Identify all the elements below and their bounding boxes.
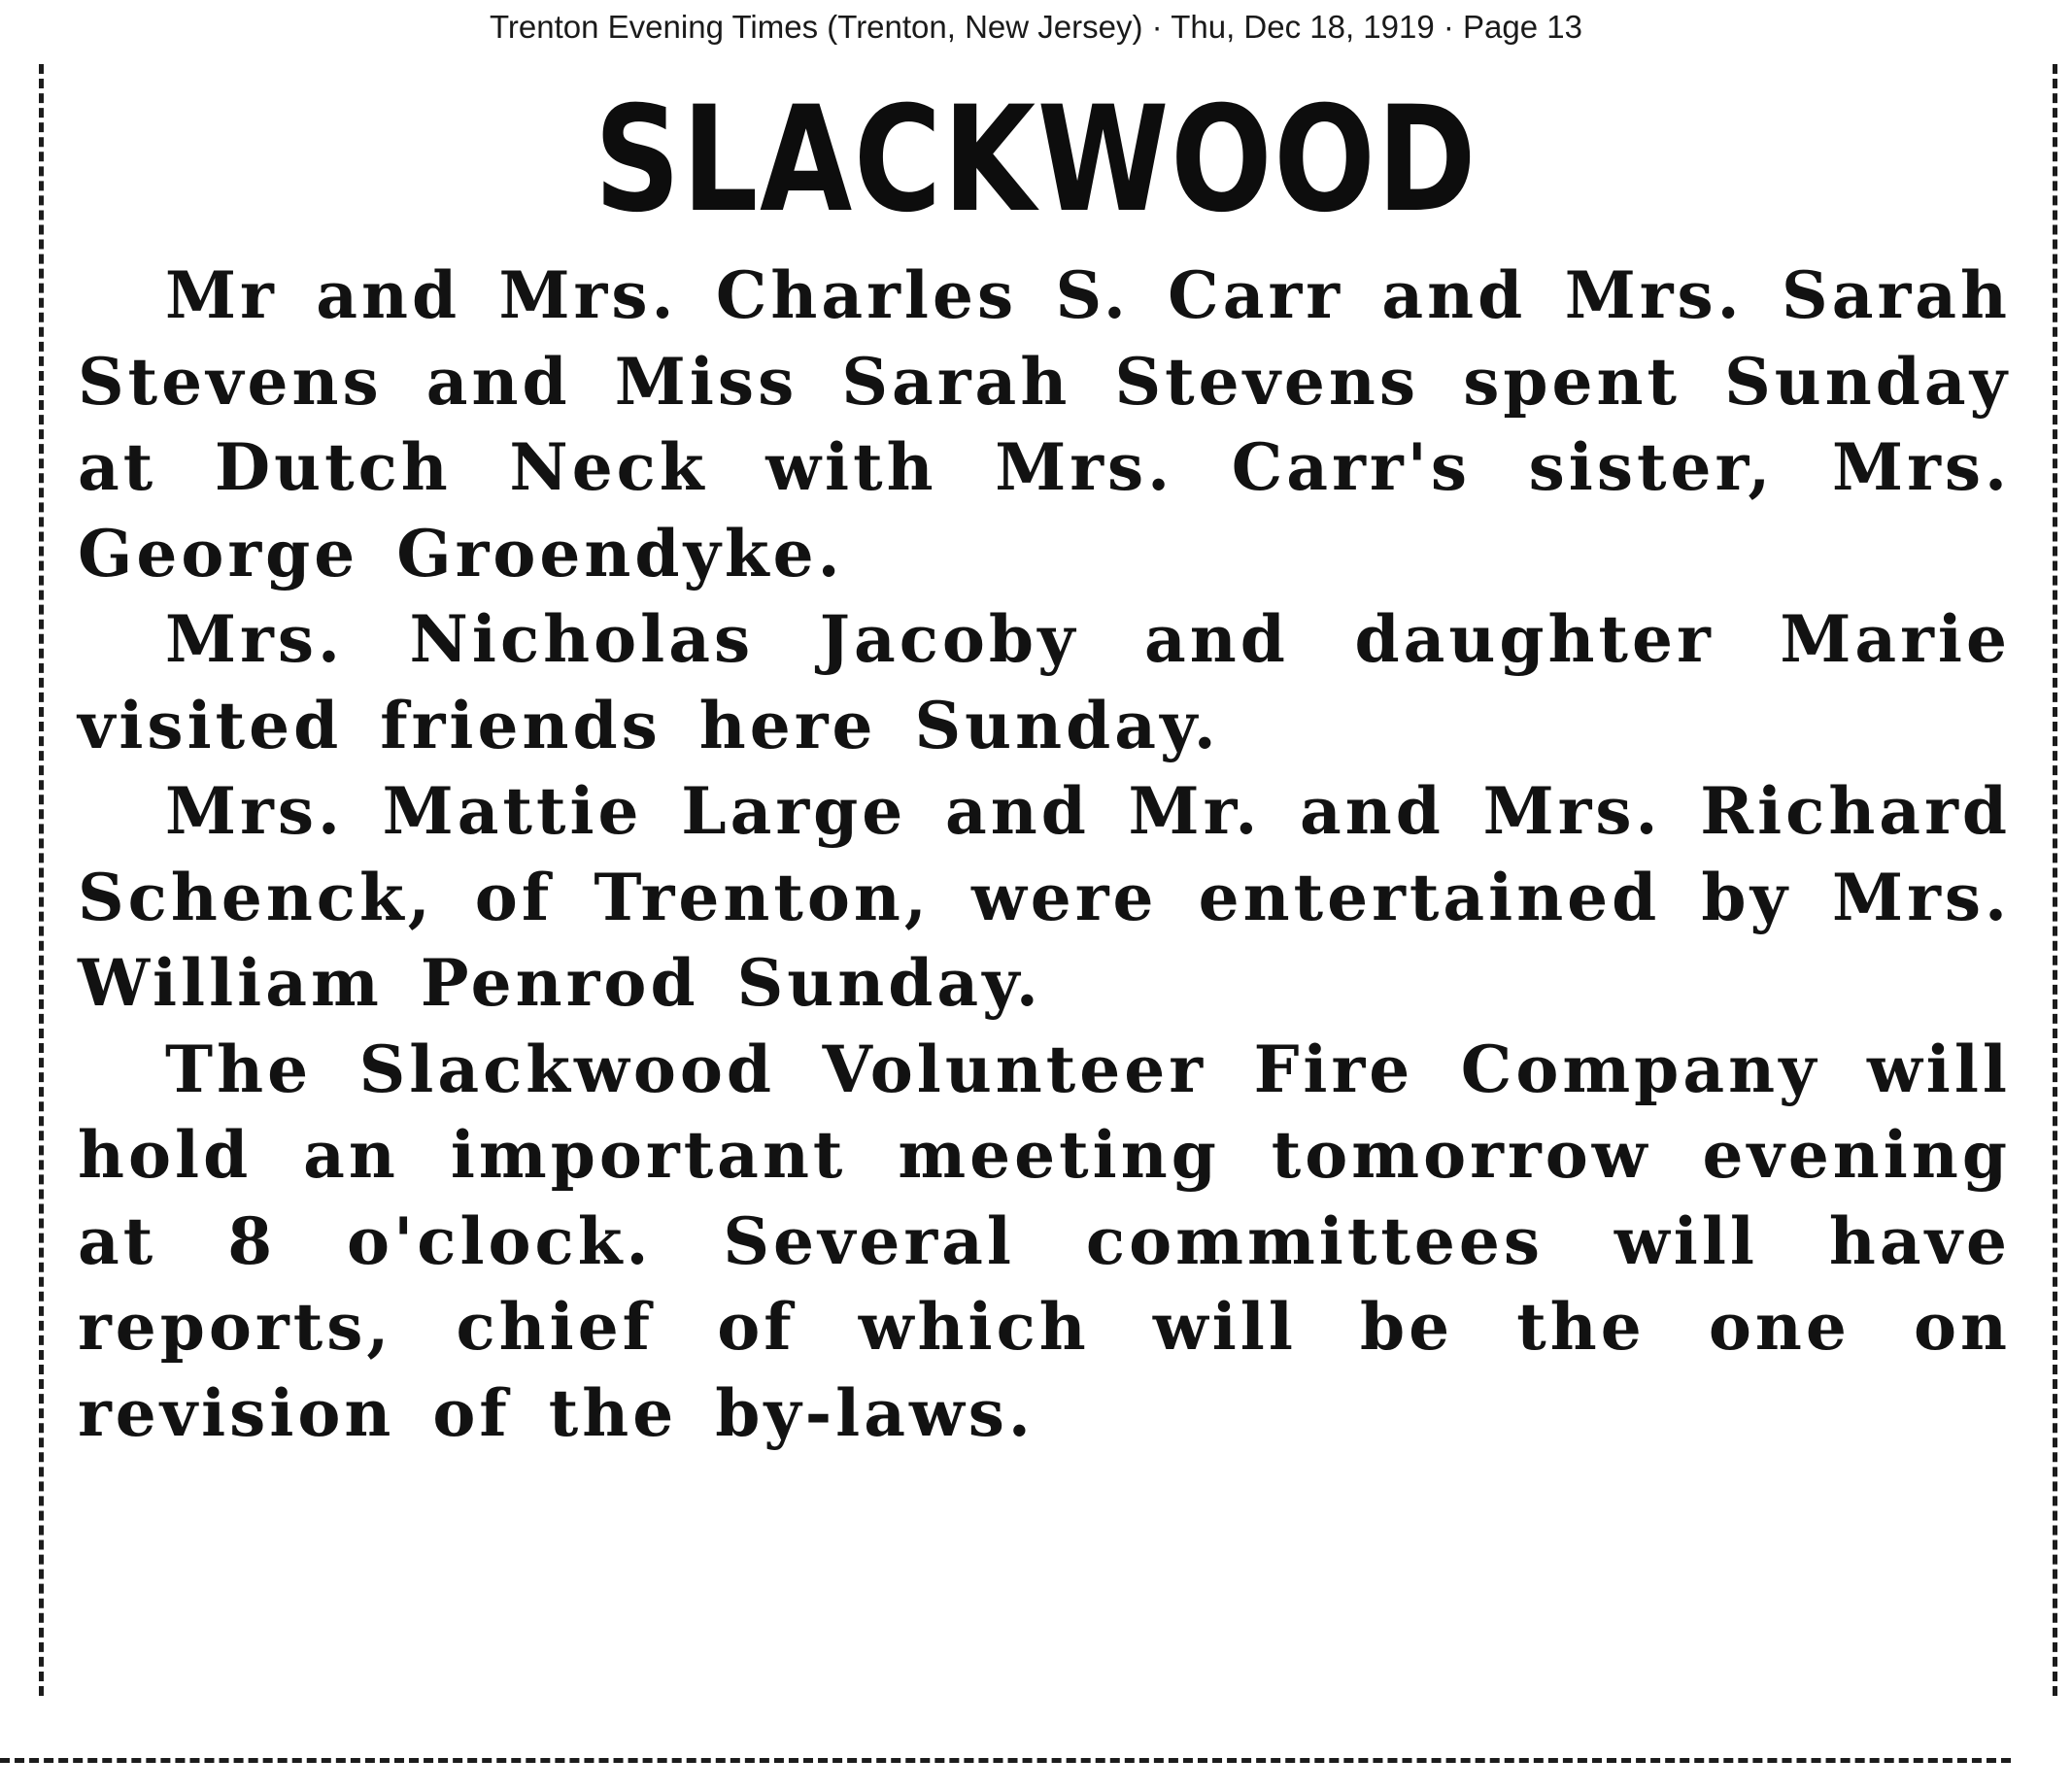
article-paragraph-2: Mrs. Nicholas Jacoby and daughter Marie visited friends here Sunday. <box>78 601 2011 763</box>
column-rule-left <box>39 64 44 1696</box>
newspaper-clipping <box>0 58 2072 1792</box>
column-rule-bottom <box>0 1758 2011 1763</box>
article-paragraph-4: The Slackwood Volunteer Fire Company will hold an important meeting tomorrow evening at 8 o'clock. Several committees will have reports, chief of which will be the one on revision of the by-laws. <box>78 1031 2011 1451</box>
article-body <box>78 253 2011 1456</box>
article-paragraph-3: Mrs. Mattie Large and Mr. and Mrs. Richard Schenck, of Trenton, were entertained by Mrs. William Penrod Sunday. <box>78 773 2011 1021</box>
column-rule-right <box>2053 64 2057 1696</box>
article-headline: SLACKWOOD <box>594 76 1478 245</box>
source-citation-header: Trenton Evening Times (Trenton, New Jersey) · Thu, Dec 18, 1919 · Page 13 <box>490 9 1582 45</box>
article-paragraph-1: Mr and Mrs. Charles S. Carr and Mrs. Sarah Stevens and Miss Sarah Stevens spent Sunday at Dutch Neck with Mrs. Carr's sister, Mrs. George Groendyke. <box>78 257 2011 592</box>
